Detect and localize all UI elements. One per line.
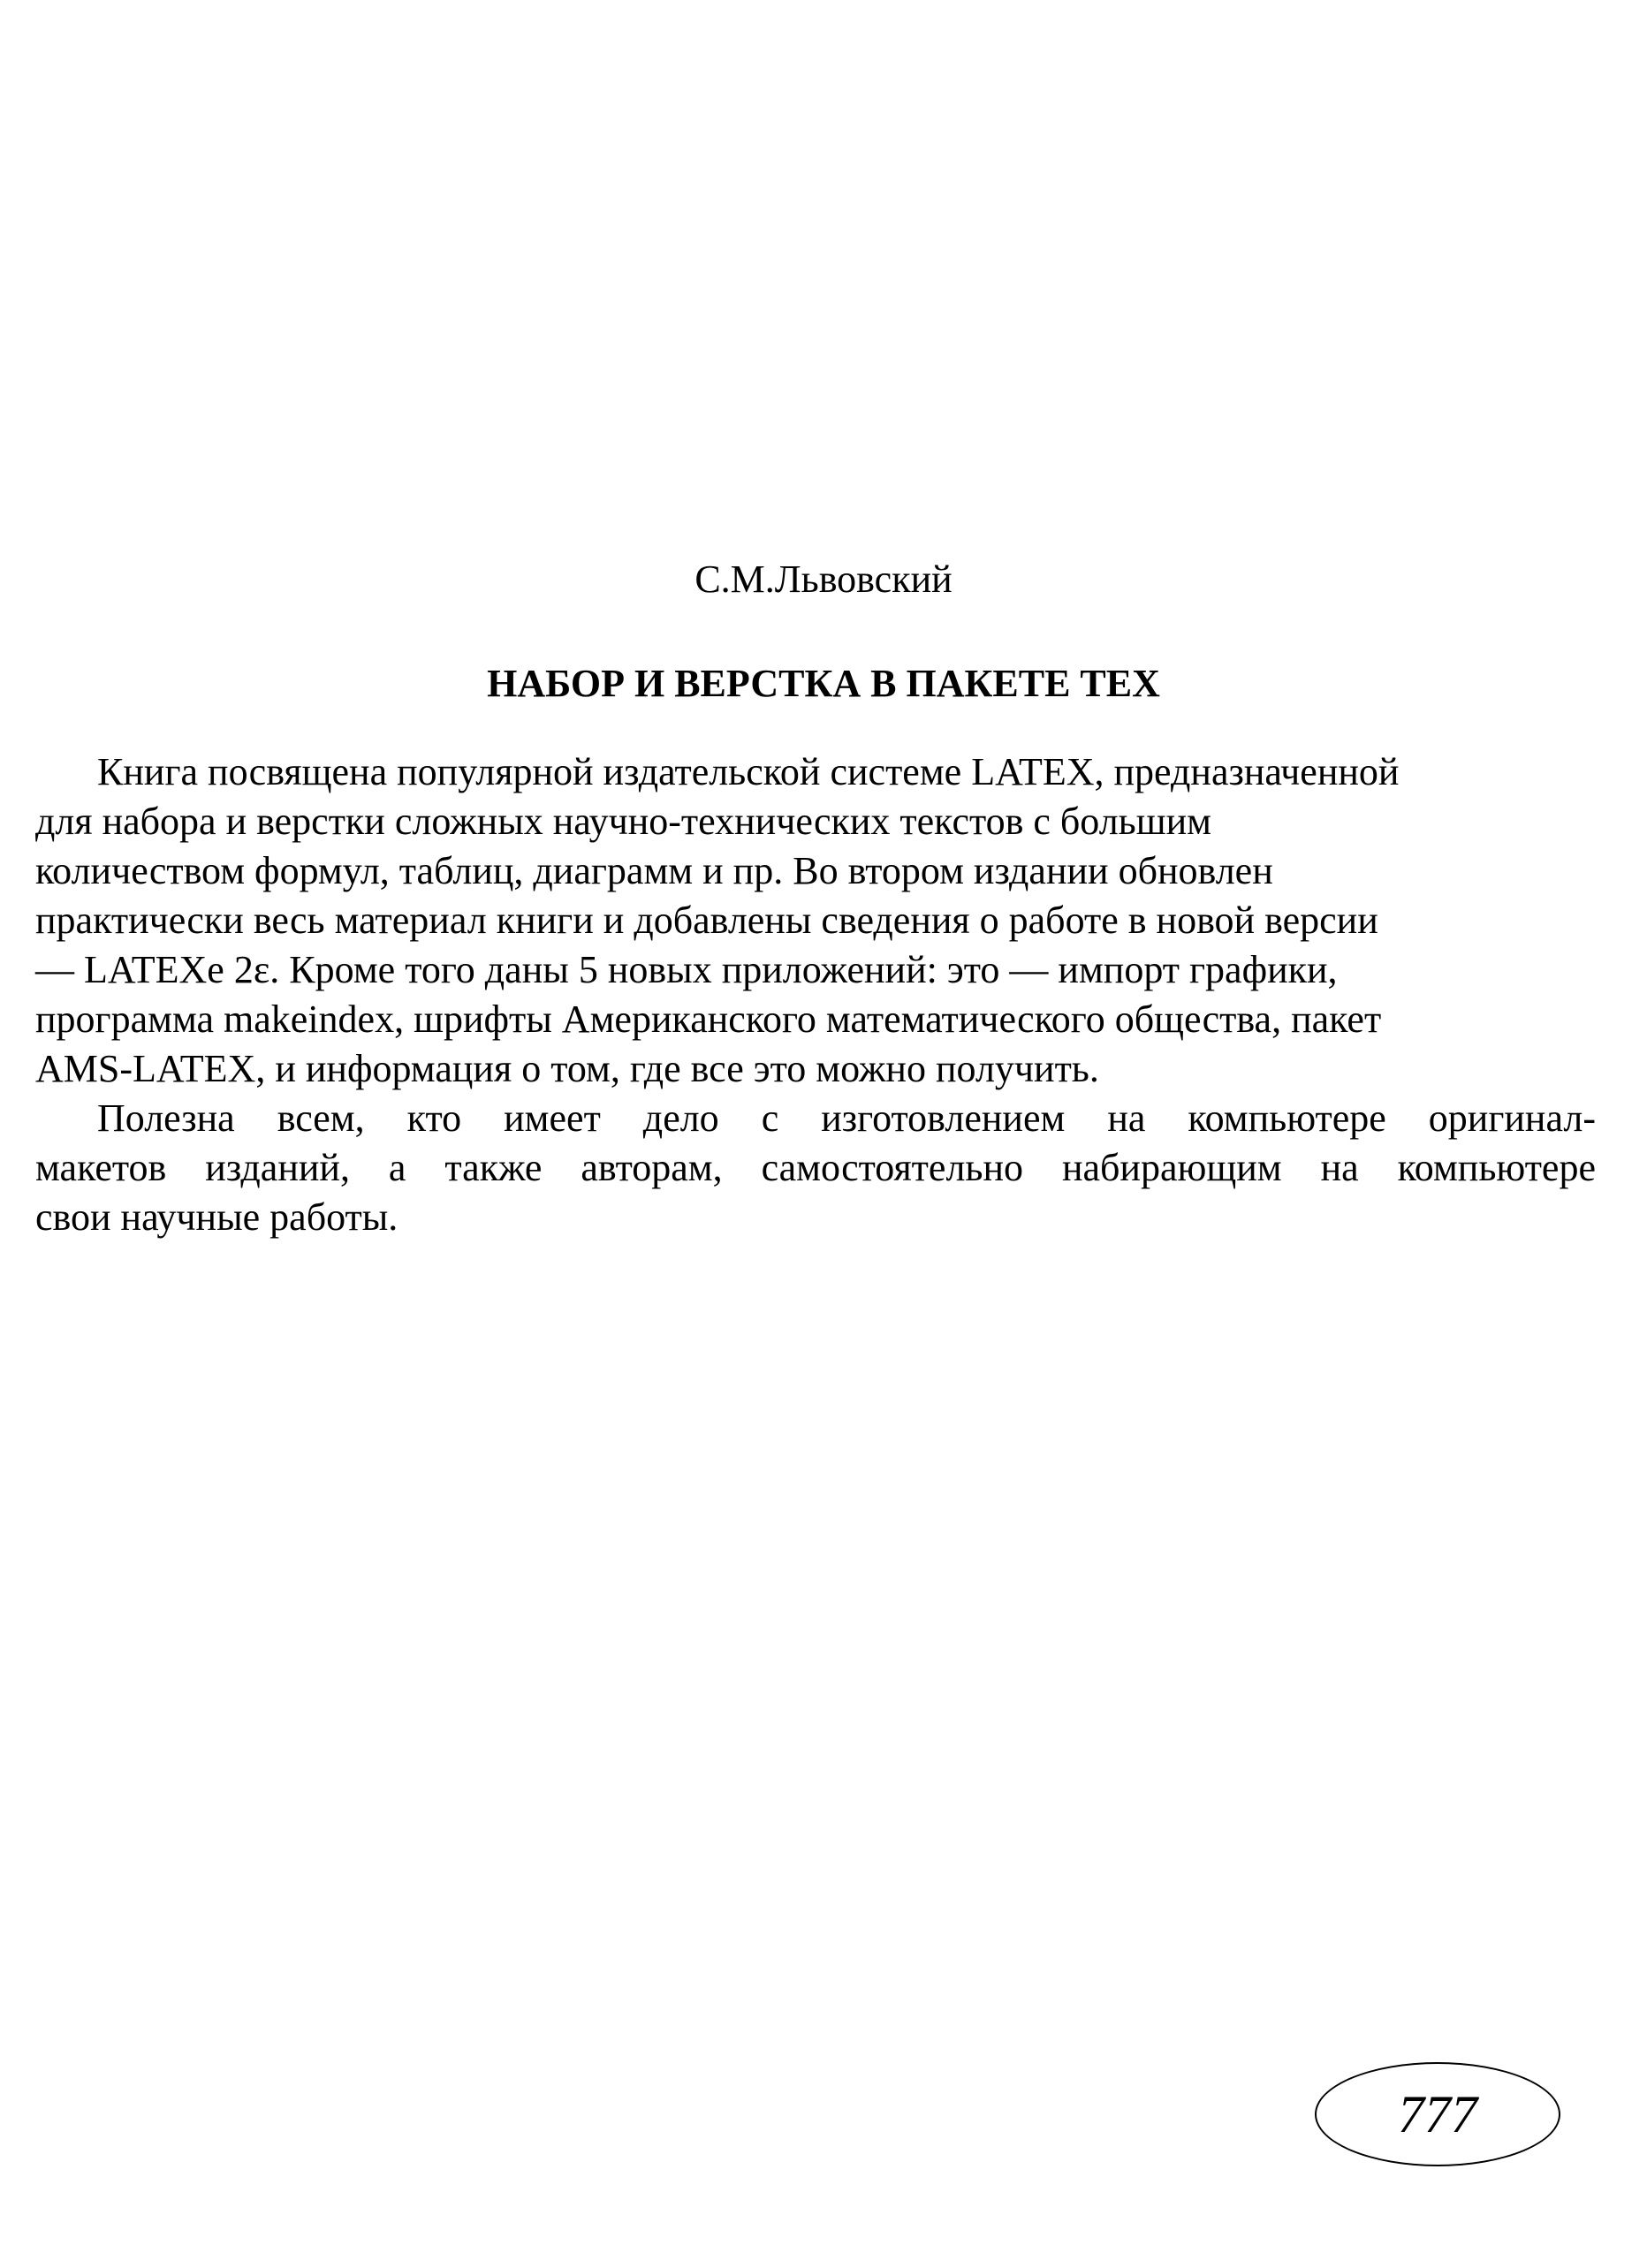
paragraph-line: для набора и верстки сложных научно-технических текстов с большим [35, 800, 1212, 843]
paragraph-1 [35, 747, 1596, 1094]
paragraph-line: практически весь материал книги и добавлены сведения о работе в новой версии [35, 899, 1378, 942]
paragraph-line: Полезна всем, кто имеет дело с изготовлением на компьютере оригинал- [97, 1096, 1596, 1140]
annotation-text [35, 747, 1596, 1242]
book-title: НАБОР И ВЕРСТКА В ПАКЕТЕ ТЕХ [487, 662, 1160, 705]
paragraph-line: программа makeindex, шрифты Американского математического общества, пакет [35, 997, 1382, 1041]
paragraph-line: свои научные работы. [35, 1195, 398, 1239]
paragraph-2 [35, 1094, 1596, 1242]
author-name: С.М.Львовский [694, 558, 953, 601]
paragraph-line: количеством формул, таблиц, диаграмм и пр. Во втором издании обновлен [35, 849, 1273, 892]
paragraph-line: Книга посвящена популярной издательской системе LATEX, предназначенной [97, 750, 1400, 793]
paragraph-line: — LATEXe 2ε. Кроме того даны 5 новых приложений: это — импорт графики, [35, 948, 1338, 991]
paragraph-line: макетов изданий, а также авторам, самостоятельно набирающим на компьютере [35, 1146, 1596, 1189]
paragraph-line: AMS-LATEX, и информация о том, где все это можно получить. [35, 1047, 1099, 1090]
page-number: 777 [1398, 2085, 1477, 2143]
